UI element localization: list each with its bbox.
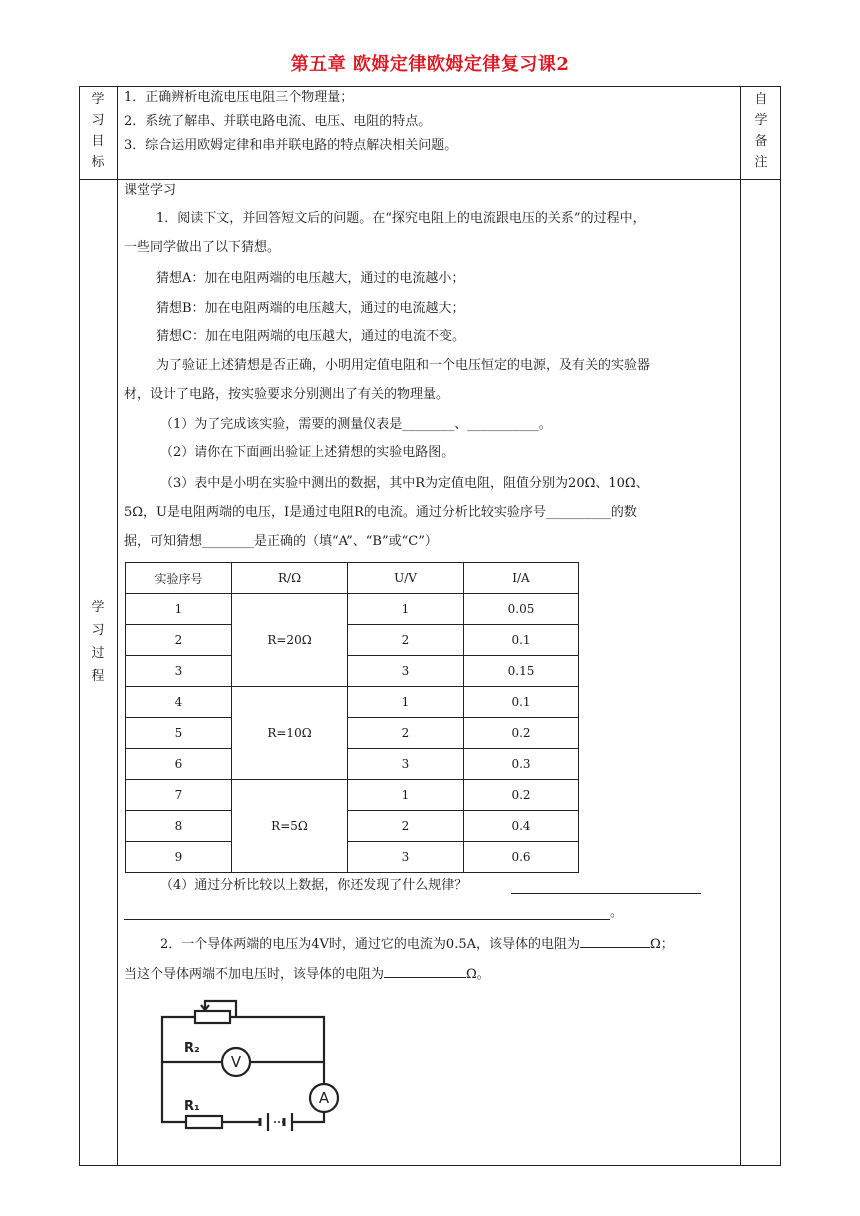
cell-index: 7 [126, 780, 232, 811]
voltmeter-label: V [230, 1053, 242, 1071]
cell-index: 1 [126, 594, 232, 625]
ammeter-label: A [318, 1089, 330, 1107]
wire [162, 1062, 186, 1122]
q2-line-2: 当这个导体两端不加电压时，该导体的电阻为 Ω。 [124, 964, 490, 984]
right-column-divider [740, 86, 741, 1166]
left-column-divider [117, 86, 118, 1166]
cell-current: 0.15 [464, 656, 579, 687]
answer-blank[interactable] [580, 934, 650, 948]
cell-current: 0.6 [464, 842, 579, 873]
table-row [126, 718, 579, 749]
cell-index: 5 [126, 718, 232, 749]
cell-voltage: 3 [348, 842, 464, 873]
cell-voltage: 2 [348, 811, 464, 842]
goal-1: 1．正确辨析电流电压电阻三个物理量； [124, 90, 354, 105]
cell-current: 0.1 [464, 687, 579, 718]
cell-current: 0.2 [464, 780, 579, 811]
header-voltage: U/V [348, 563, 464, 594]
q1-intro-2: 一些同学做出了以下猜想。 [124, 240, 281, 255]
header-index: 实验序号 [126, 563, 232, 594]
cell-resistance: R=20Ω [232, 594, 348, 687]
goal-2: 2．系统了解串、并联电路电流、电压、电阻的特点。 [124, 114, 432, 129]
q2-line-1: 2．一个导体两端的电压为4V时，通过它的电流为0.5A，该导体的电阻为 Ω； [160, 934, 674, 954]
cell-voltage: 3 [348, 656, 464, 687]
wire [230, 1017, 324, 1060]
cell-current: 0.1 [464, 625, 579, 656]
guess-a: 猜想A：加在电阻两端的电压越大，通过的电流越小； [156, 271, 465, 286]
verify-1: 为了验证上述猜想是否正确，小明用定值电阻和一个电压恒定的电源，及有关的实验器 [156, 358, 651, 373]
row-divider [79, 179, 781, 180]
cell-voltage: 1 [348, 780, 464, 811]
process-label: 学 习 过 程 [91, 600, 105, 684]
data-table [125, 562, 579, 873]
answer-blank[interactable] [384, 964, 466, 978]
r2-label: R₂ [184, 1041, 200, 1056]
table-row [126, 656, 579, 687]
cell-voltage: 1 [348, 594, 464, 625]
cell-index: 3 [126, 656, 232, 687]
table-row [126, 687, 579, 718]
header-current: I/A [464, 563, 579, 594]
guess-c: 猜想C：加在电阻两端的电压越大，通过的电流不变。 [156, 329, 465, 344]
circuit-diagram [150, 995, 350, 1135]
answer-end-mark: 。 [610, 905, 624, 920]
verify-2: 材，设计了电路，按实验要求分别测出了有关的物理量。 [124, 387, 450, 402]
wire [292, 1112, 324, 1122]
cell-voltage: 2 [348, 718, 464, 749]
table-row [126, 811, 579, 842]
goal-3: 3．综合运用欧姆定律和串并联电路的特点解决相关问题。 [124, 138, 458, 153]
cell-resistance: R=10Ω [232, 687, 348, 780]
table-row [126, 625, 579, 656]
guess-b: 猜想B：加在电阻两端的电压越大，通过的电流越大； [156, 301, 465, 316]
answer-line [124, 919, 610, 920]
sub-question-3a: （3）表中是小明在实验中测出的数据，其中R为定值电阻，阻值分别为20Ω、10Ω、 [160, 476, 649, 491]
rheostat-slider-wire [205, 1001, 236, 1017]
cell-index: 6 [126, 749, 232, 780]
cell-index: 2 [126, 625, 232, 656]
goals-label: 学 习 目 标 [91, 92, 105, 170]
cell-resistance: R=5Ω [232, 780, 348, 873]
table-row [126, 780, 579, 811]
cell-current: 0.4 [464, 811, 579, 842]
cell-index: 4 [126, 687, 232, 718]
cell-voltage: 3 [348, 749, 464, 780]
rheostat-r2 [195, 1011, 230, 1023]
notes-label: 自 学 备 注 [754, 92, 768, 170]
r1-label: R₁ [184, 1099, 200, 1114]
cell-voltage: 2 [348, 625, 464, 656]
cell-voltage: 1 [348, 687, 464, 718]
table-row [126, 842, 579, 873]
resistor-r1 [186, 1116, 222, 1128]
cell-index: 9 [126, 842, 232, 873]
sub-question-3c: 据，可知猜想________是正确的（填“A”、“B”或“C”） [124, 534, 438, 549]
q1-intro-1: 1．阅读下文，并回答短文后的问题。在“探究电阻上的电流跟电压的关系”的过程中， [156, 211, 646, 226]
sub-question-4: （4）通过分析比较以上数据，你还发现了什么规律？ [160, 878, 468, 893]
sub-question-3b: 5Ω，U是电阻两端的电压，I是通过电阻R的电流。通过分析比较实验序号__________的数 [124, 505, 637, 520]
table-row [126, 594, 579, 625]
cell-current: 0.3 [464, 749, 579, 780]
page-title: 第五章 欧姆定律欧姆定律复习课2 [290, 54, 570, 75]
header-resistance: R/Ω [232, 563, 348, 594]
table-row [126, 749, 579, 780]
wire [162, 1017, 195, 1031]
cell-current: 0.2 [464, 718, 579, 749]
sub-question-2: （2）请你在下面画出验证上述猜想的实验电路图。 [160, 445, 455, 460]
answer-line [511, 893, 701, 894]
cell-index: 8 [126, 811, 232, 842]
table-header-row [126, 563, 579, 594]
section-heading: 课堂学习 [124, 183, 177, 198]
sub-question-1: （1）为了完成该实验，需要的测量仪表是________、___________。 [160, 417, 552, 432]
cell-current: 0.05 [464, 594, 579, 625]
